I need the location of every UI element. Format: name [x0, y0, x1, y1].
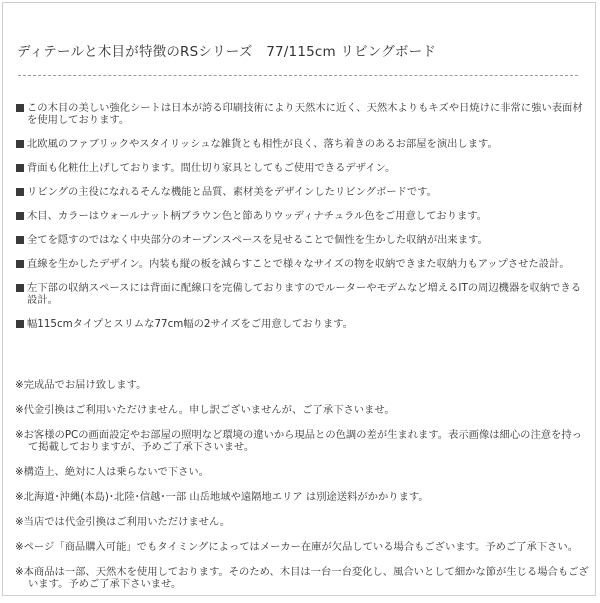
note-item [15, 566, 589, 590]
note-text: ※お客様のPCの画面設定やお部屋の照明など環境の違いから現品との色調の差が生まれます。表示画像は細心の注意を持って掲載しておりますが、予めご了承下さいませ。 [15, 429, 582, 453]
square-bullet-icon [16, 188, 24, 196]
note-text: ※北海道･沖縄(本島)･北陸･信越･一部 山岳地域や遠隔地エリア は別途送料がかかります。 [15, 491, 429, 503]
note-item [15, 379, 589, 391]
note-text: ※当店では代金引換はご利用いただけません。 [15, 516, 231, 528]
feature-text: この木目の美しい強化シートは日本が誇る印刷技術により天然木に近く、天然木よりもキズや日焼けに非常に強い表面材を使用しております。 [27, 102, 583, 126]
square-bullet-icon [16, 140, 24, 148]
feature-text: 幅115cmタイプとスリムな77cm幅の2サイズをご用意しております。 [27, 318, 353, 330]
note-item [15, 466, 589, 478]
note-text: ※完成品でお届け致します。 [15, 379, 147, 391]
note-item [15, 516, 589, 528]
feature-item [16, 138, 588, 150]
feature-item [16, 258, 588, 270]
feature-text: 背面も化粧仕上げしております。間仕切り家具としてもご使用できるデザイン。 [27, 162, 396, 174]
feature-item [16, 102, 588, 126]
feature-item [16, 186, 588, 198]
feature-list [16, 102, 588, 342]
square-bullet-icon [16, 236, 24, 244]
feature-text: 全てを隠すのではなく中央部分のオープンスペースを見せることで個性を生かした収納が出来ます。 [27, 234, 488, 246]
note-item [15, 404, 589, 416]
feature-item [16, 234, 588, 246]
feature-text: 直線を生かしたデザイン。内装も縦の板を減らすことで様々なサイズの物を収納できまた収納力もアップさせた設計。 [27, 258, 570, 270]
feature-item [16, 282, 588, 306]
description-panel [2, 2, 596, 596]
note-text: ※構造上、絶対に人は乗らないで下さい。 [15, 466, 209, 478]
note-text: ※本商品は一部、天然木を使用しております。そのため、木目は一台一台変化し、風合いとして細かな節が生じる場合もございます。予めご了承下さいませ。 [15, 566, 589, 590]
note-text: ※ページ「商品購入可能」でもタイミングによってはメーカー在庫が欠品している場合もございます。予めご了承下さい。 [15, 541, 579, 553]
feature-text: 左下部の収納スペースには背面に配線口を完備しておりますのでルーターやモデムなど増えるITの周辺機器を収納できる設計。 [27, 282, 582, 306]
page-title: ディテールと木目が特徴のRSシリーズ 77/115cm リビングボード [17, 44, 437, 60]
note-text: ※代金引換はご利用いただけません。申し訳ございませんが、ご了承下さいませ。 [15, 404, 395, 416]
square-bullet-icon [16, 212, 24, 220]
square-bullet-icon [16, 164, 24, 172]
feature-item [16, 162, 588, 174]
note-item [15, 429, 589, 453]
note-item [15, 491, 589, 503]
dashed-divider [18, 75, 578, 76]
feature-text: 北欧風のファブリックやスタイリッシュな雑貨とも相性が良く、落ち着きのあるお部屋を演出します。 [27, 138, 498, 150]
square-bullet-icon [16, 284, 24, 292]
feature-item [16, 318, 588, 330]
feature-item [16, 210, 588, 222]
note-item [15, 541, 589, 553]
square-bullet-icon [16, 260, 24, 268]
square-bullet-icon [16, 320, 24, 328]
feature-text: リビングの主役になれるそんな機能と品質、素材美をデザインしたリビングボードです。 [27, 186, 437, 198]
feature-text: 木目、カラーはウォールナット柄ブラウン色と節ありウッディナチュラル色をご用意しております。 [27, 210, 488, 222]
square-bullet-icon [16, 104, 24, 112]
notes-list [15, 379, 589, 603]
